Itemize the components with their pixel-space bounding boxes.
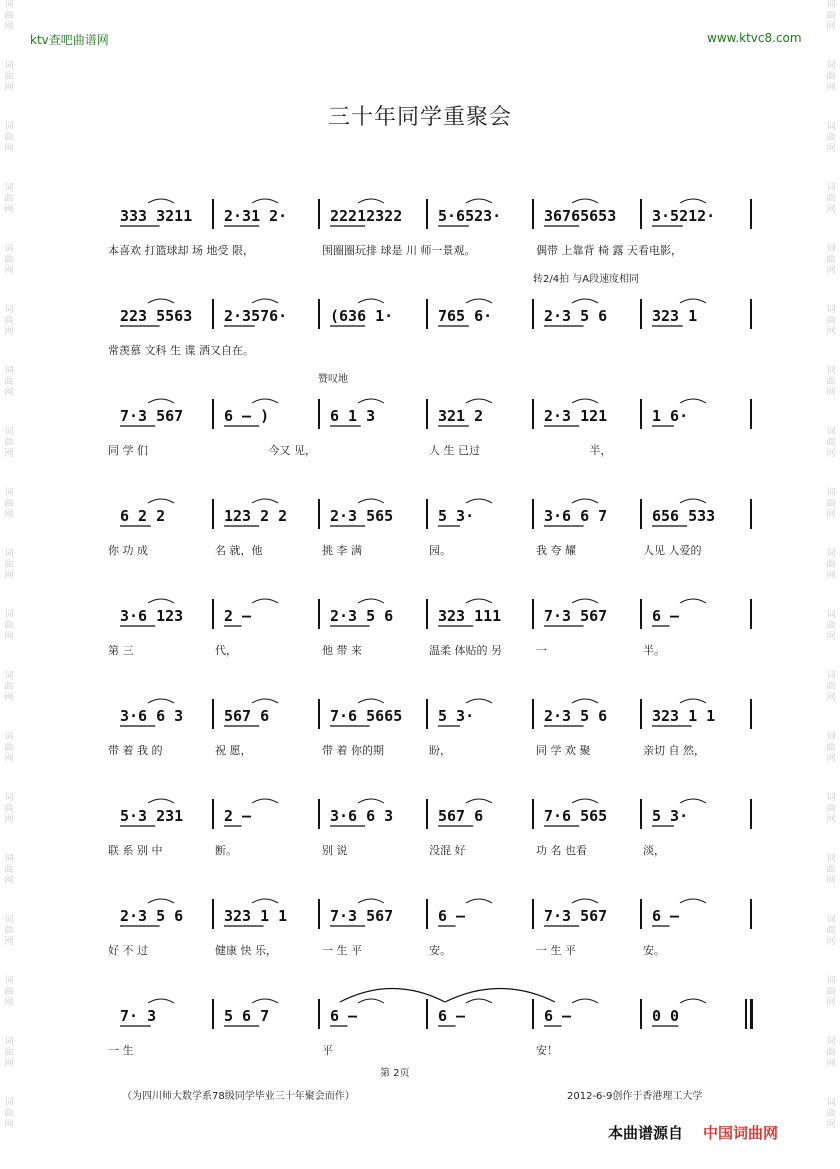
measure-notes: 7· 3 xyxy=(120,1007,157,1025)
measure-notes: 123 2 2 xyxy=(224,507,288,525)
watermark: 词曲网 xyxy=(4,244,14,276)
site-name-left[interactable]: ktv查吧曲谱网 xyxy=(30,33,109,47)
slur-mark xyxy=(148,799,174,803)
watermark: 词曲网 xyxy=(4,1098,14,1130)
measure-notes: 2·3 5 6 xyxy=(120,907,184,925)
lyric-line: 一 生 xyxy=(108,1044,134,1057)
slur-mark xyxy=(680,199,706,203)
slur-mark xyxy=(466,899,492,903)
measure-notes: 2·31 2· xyxy=(224,207,288,225)
measure-notes: 7·6 565 xyxy=(544,807,608,825)
lyric-line: 围圈圈玩排 球是 川 师一景观。 xyxy=(322,244,476,257)
lyric-line: 安。 xyxy=(643,944,665,957)
lyric-line: 同 学 们 xyxy=(108,444,148,457)
lyric-line: 带 着 你的期 xyxy=(322,744,384,757)
slur-mark xyxy=(148,199,174,203)
measure-notes: 567 6 xyxy=(438,807,484,825)
watermark: 词曲网 xyxy=(4,732,14,764)
slur-mark xyxy=(466,199,492,203)
slur-mark xyxy=(252,499,278,503)
measure-notes: 6 – xyxy=(438,907,466,925)
watermark: 词曲网 xyxy=(4,610,14,642)
watermark: 词曲网 xyxy=(4,305,14,337)
measure-notes: 6 – xyxy=(330,1007,358,1025)
lyric-line: 名 就，他 xyxy=(215,544,263,557)
slur-mark xyxy=(148,599,174,603)
measure-notes: 323 111 xyxy=(438,607,502,625)
measure-notes: 2·3 121 xyxy=(544,407,608,425)
watermark: 词曲网 xyxy=(826,183,836,215)
slur-mark xyxy=(466,999,492,1003)
measure-notes: 3·6 123 xyxy=(120,607,184,625)
measure-notes: 6 – ) xyxy=(224,407,270,425)
slur-mark xyxy=(358,499,384,503)
lyric-line: 一 生 平 xyxy=(536,944,576,957)
slur-mark xyxy=(572,999,598,1003)
measure-notes: 6 – xyxy=(652,907,680,925)
lyric-line: 别 说 xyxy=(322,844,348,857)
measure-notes: 7·3 567 xyxy=(330,907,394,925)
watermark: 词曲网 xyxy=(4,1037,14,1069)
lyric-line: 园。 xyxy=(429,544,451,557)
measure-notes: 333 3211 xyxy=(120,207,193,225)
measure-notes: 567 6 xyxy=(224,707,270,725)
measure-notes: 656 533 xyxy=(652,507,716,525)
measure-notes: 6 2 2 xyxy=(120,507,166,525)
measure-notes: 5·3 231 xyxy=(120,807,184,825)
tempo-annotation: 转2/4拍 与A段速度相同 xyxy=(533,274,640,285)
source-credit xyxy=(608,1122,778,1143)
song-title: 三十年同学重聚会 xyxy=(327,105,512,130)
lyric-line: 同 学 欢 聚 xyxy=(536,744,591,757)
slur-mark xyxy=(680,599,706,603)
measure-notes: 5 3· xyxy=(652,807,689,825)
lyric-line: 本喜欢 打篮球却 场 地受 限， xyxy=(108,244,254,257)
watermark: 词曲网 xyxy=(4,793,14,825)
slur-mark xyxy=(572,799,598,803)
slur-mark xyxy=(148,999,174,1003)
measure-notes: 321 2 xyxy=(438,407,484,425)
site-url-right[interactable]: www.ktvc8.com xyxy=(707,31,802,45)
lyric-line: 代， xyxy=(215,644,237,657)
lyric-line: 一 xyxy=(536,644,547,657)
lyric-line: 偶带 上靠背 椅 露 天看电影， xyxy=(536,244,682,257)
watermark: 词曲网 xyxy=(4,427,14,459)
measure-notes: 22212322 xyxy=(330,207,403,225)
watermark: 词曲网 xyxy=(826,549,836,581)
lyric-line: 温柔 体贴的 另 xyxy=(429,644,502,657)
slur-mark xyxy=(572,299,598,303)
slur-mark xyxy=(680,399,706,403)
watermark: 词曲网 xyxy=(4,0,14,32)
watermark: 词曲网 xyxy=(826,0,836,32)
slur-mark xyxy=(680,799,706,803)
lyric-line: 你 功 成 xyxy=(108,544,148,557)
tie-mark xyxy=(445,989,555,1003)
slur-mark xyxy=(358,799,384,803)
slur-mark xyxy=(252,799,278,803)
lyric-line: 我 夸 耀 xyxy=(536,544,576,557)
lyric-line: 祝 愿， xyxy=(215,744,252,757)
lyric-line: 带 着 我 的 xyxy=(108,744,163,757)
lyric-line: 好 不 过 xyxy=(108,944,148,957)
lyric-line: 他 带 来 xyxy=(322,644,362,657)
lyric-line: 亲切 自 然， xyxy=(643,744,705,757)
watermark: 词曲网 xyxy=(826,610,836,642)
slur-mark xyxy=(252,899,278,903)
lyric-line: 功 名 也看 xyxy=(536,844,587,857)
source-prefix: 本曲谱源自 xyxy=(608,1124,684,1142)
slur-mark xyxy=(358,299,384,303)
measure-notes: 2 – xyxy=(224,607,252,625)
lyric-line: 安！ xyxy=(536,1044,558,1057)
slur-mark xyxy=(680,299,706,303)
slur-mark xyxy=(358,699,384,703)
watermark: 词曲网 xyxy=(4,366,14,398)
slur-mark xyxy=(680,499,706,503)
lyric-line: 联 系 别 中 xyxy=(108,844,163,857)
measure-notes: 1 6· xyxy=(652,407,689,425)
measure-notes: 7·3 567 xyxy=(120,407,184,425)
creation-date-place: 2012-6-9创作于香港理工大学 xyxy=(567,1091,703,1102)
lyric-line: 常羡慕 文科 生 谍 洒又自在。 xyxy=(108,344,254,357)
slur-mark xyxy=(252,599,278,603)
slur-mark xyxy=(680,999,706,1003)
measure-notes: 2·3 565 xyxy=(330,507,394,525)
slur-mark xyxy=(252,199,278,203)
lyric-line: 人见 人爱的 xyxy=(643,544,702,557)
tie-mark xyxy=(340,989,445,1003)
slur-mark xyxy=(358,999,384,1003)
lyric-line: 今又 见， xyxy=(268,444,316,457)
slur-mark xyxy=(572,499,598,503)
measure-notes: 6 – xyxy=(438,1007,466,1025)
watermark: 词曲网 xyxy=(4,854,14,886)
slur-mark xyxy=(572,699,598,703)
watermark: 词曲网 xyxy=(826,427,836,459)
measure-notes: 2·3 5 6 xyxy=(544,707,608,725)
source-brand-link[interactable]: 中国词曲网 xyxy=(703,1124,779,1142)
slur-mark xyxy=(358,199,384,203)
measure-notes: 3·6 6 7 xyxy=(544,507,608,525)
slur-mark xyxy=(572,899,598,903)
lyric-line: 盼， xyxy=(429,744,451,757)
watermark: 词曲网 xyxy=(826,1037,836,1069)
slur-mark xyxy=(252,299,278,303)
watermark: 词曲网 xyxy=(4,183,14,215)
slur-mark xyxy=(148,899,174,903)
measure-notes: (636 1· xyxy=(330,307,394,325)
slur-mark xyxy=(572,399,598,403)
measure-notes: 5 3· xyxy=(438,707,475,725)
measure-notes: 2 – xyxy=(224,807,252,825)
lyric-line: 断。 xyxy=(215,844,237,857)
slur-mark xyxy=(680,899,706,903)
watermark: 词曲网 xyxy=(826,854,836,886)
lyric-line: 第 三 xyxy=(108,644,134,657)
slur-mark xyxy=(466,699,492,703)
dedication-note: （为四川师大数学系78级同学毕业三十年聚会而作） xyxy=(122,1091,355,1102)
measure-notes: 5·6523· xyxy=(438,207,502,225)
measure-notes: 5 3· xyxy=(438,507,475,525)
measure-notes: 323 1 1 xyxy=(652,707,716,725)
slur-mark xyxy=(572,199,598,203)
measure-notes: 7·3 567 xyxy=(544,907,608,925)
slur-mark xyxy=(572,599,598,603)
watermark: 词曲网 xyxy=(826,671,836,703)
slur-mark xyxy=(466,599,492,603)
slur-mark xyxy=(148,399,174,403)
slur-mark xyxy=(252,999,278,1003)
lyric-line: 淡， xyxy=(643,844,665,857)
lyric-line: 半。 xyxy=(643,644,665,657)
measure-notes: 6 – xyxy=(544,1007,572,1025)
measure-notes: 223 5563 xyxy=(120,307,193,325)
measure-notes: 36765653 xyxy=(544,207,617,225)
watermark: 词曲网 xyxy=(826,976,836,1008)
watermark: 词曲网 xyxy=(826,732,836,764)
slur-mark xyxy=(252,699,278,703)
slur-mark xyxy=(148,699,174,703)
slur-mark xyxy=(680,699,706,703)
measure-notes: 7·3 567 xyxy=(544,607,608,625)
slur-mark xyxy=(466,399,492,403)
watermark: 词曲网 xyxy=(4,976,14,1008)
slur-mark xyxy=(466,799,492,803)
watermark: 词曲网 xyxy=(826,366,836,398)
lyric-line: 挑 李 满 xyxy=(322,544,362,557)
watermark: 词曲网 xyxy=(4,915,14,947)
lyric-line: 健康 快 乐， xyxy=(215,944,277,957)
slur-mark xyxy=(358,899,384,903)
measure-notes: 0 0 xyxy=(652,1007,680,1025)
measure-notes: 5 6 7 xyxy=(224,1007,270,1025)
watermark: 词曲网 xyxy=(4,549,14,581)
watermark: 词曲网 xyxy=(826,122,836,154)
measure-notes: 2·3576· xyxy=(224,307,288,325)
measure-notes: 6 – xyxy=(652,607,680,625)
measure-notes: 323 1 xyxy=(652,307,698,325)
lyric-line: 安。 xyxy=(429,944,451,957)
watermark: 词曲网 xyxy=(4,61,14,93)
lyric-line: 平 xyxy=(322,1044,333,1057)
measure-notes: 765 6· xyxy=(438,307,493,325)
watermark: 词曲网 xyxy=(4,488,14,520)
slur-mark xyxy=(466,499,492,503)
lyric-line: 一 生 平 xyxy=(322,944,362,957)
lyric-line: 没混 好 xyxy=(429,844,466,857)
measure-notes: 2·3 5 6 xyxy=(330,607,394,625)
slur-mark xyxy=(252,399,278,403)
watermark: 词曲网 xyxy=(4,671,14,703)
measure-notes: 3·6 6 3 xyxy=(330,807,394,825)
page-number: 第 2页 xyxy=(380,1068,410,1079)
watermark: 词曲网 xyxy=(826,488,836,520)
watermark: 词曲网 xyxy=(4,122,14,154)
watermark: 词曲网 xyxy=(826,915,836,947)
slur-mark xyxy=(358,599,384,603)
watermark: 词曲网 xyxy=(826,244,836,276)
measure-notes: 6 1 3 xyxy=(330,407,376,425)
watermark: 词曲网 xyxy=(826,793,836,825)
lyric-line: 人 生 已过 xyxy=(429,444,480,457)
measure-notes: 2·3 5 6 xyxy=(544,307,608,325)
watermark: 词曲网 xyxy=(826,61,836,93)
measure-notes: 3·5212· xyxy=(652,207,716,225)
lyric-line: 半， xyxy=(589,444,612,457)
slur-mark xyxy=(148,499,174,503)
slur-mark xyxy=(466,299,492,303)
tempo-annotation: 赞叹地 xyxy=(318,374,348,385)
measure-notes: 7·6 5665 xyxy=(330,707,403,725)
measure-notes: 3·6 6 3 xyxy=(120,707,184,725)
slur-mark xyxy=(148,299,174,303)
watermark: 词曲网 xyxy=(826,1098,836,1130)
measure-notes: 323 1 1 xyxy=(224,907,288,925)
watermark: 词曲网 xyxy=(826,305,836,337)
slur-mark xyxy=(358,399,384,403)
